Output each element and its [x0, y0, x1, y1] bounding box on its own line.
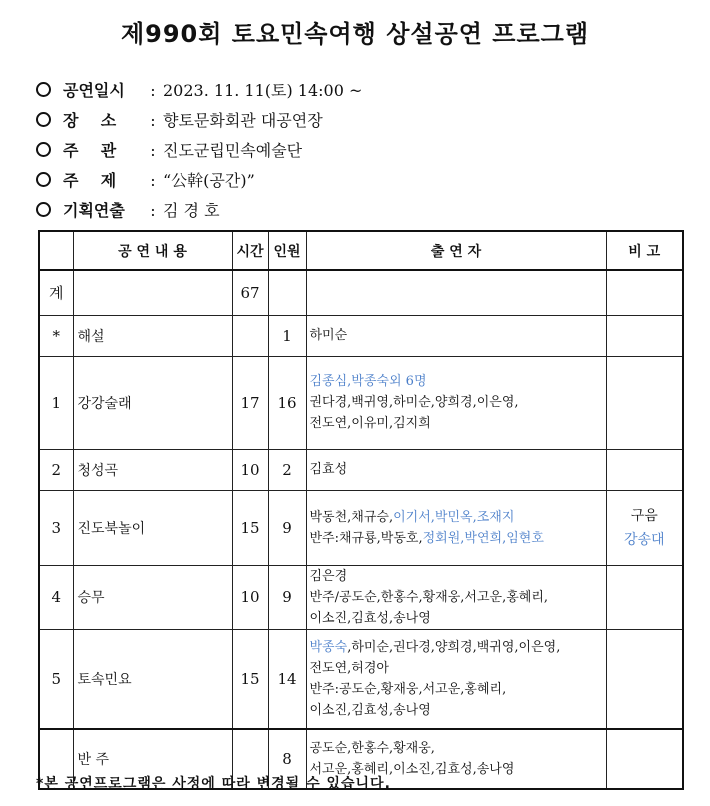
performer-line — [310, 507, 606, 528]
performers-cell — [306, 565, 606, 629]
duration: 17 — [232, 356, 268, 449]
info-label: 주 제 — [63, 171, 117, 190]
info-value: 김 경 호 — [163, 201, 220, 220]
info-label: 주 관 — [63, 141, 117, 160]
performer-names: 권다경,백귀영,하미순,양희경,이은영, — [309, 395, 519, 410]
info-label: 장 소 — [63, 111, 117, 130]
info-director — [36, 196, 362, 226]
page-title: 제990회 토요민속여행 상설공연 프로그램 — [120, 20, 590, 48]
info-organizer — [36, 136, 362, 166]
event-info — [36, 76, 362, 226]
performer-line — [310, 658, 606, 679]
circle-bullet-icon — [36, 112, 51, 127]
duration: 10 — [232, 449, 268, 490]
header-note: 비 고 — [606, 231, 683, 270]
note-line: 구음 — [630, 507, 658, 524]
note-line: 강송대 — [623, 531, 665, 548]
info-value: 2023. 11. 11(토) 14:00 ~ — [163, 81, 363, 100]
performer-count: 16 — [268, 356, 306, 449]
table-body — [39, 270, 683, 789]
colon: : — [150, 141, 156, 160]
table-row — [39, 315, 683, 356]
performer-names: 김종심,박종숙외 6명 — [309, 374, 427, 389]
colon: : — [150, 111, 156, 130]
performer-line — [310, 413, 606, 434]
performers-cell — [306, 490, 606, 565]
program-name: 승무 — [73, 565, 232, 629]
performer-count: 9 — [268, 490, 306, 565]
performer-count: 1 — [268, 315, 306, 356]
program-name: 해설 — [73, 315, 232, 356]
row-number: 3 — [39, 490, 73, 565]
info-label: 공연일시 — [63, 81, 125, 100]
duration: 15 — [232, 490, 268, 565]
performers-cell — [306, 629, 606, 729]
performer-names: 정회원,박연희,임현호 — [422, 530, 544, 546]
program-name: 청성곡 — [73, 449, 232, 490]
performer-count: 8 — [268, 729, 306, 789]
performer-names: 박동천,채규승, — [309, 509, 394, 525]
performer-count: 14 — [268, 629, 306, 729]
note-cell — [606, 270, 683, 315]
performer-names: ,하미순,권다경,양희경,백귀영,이은영, — [347, 639, 561, 655]
performer-line — [310, 566, 606, 587]
note-cell — [606, 449, 683, 490]
duration: 15 — [232, 629, 268, 729]
performer-names: 이소진,김효성,송나영 — [309, 610, 431, 626]
program-name: 진도북놀이 — [73, 490, 232, 565]
header-program: 공 연 내 용 — [73, 231, 232, 270]
program-name: 반 주 — [73, 729, 232, 789]
note-cell — [606, 490, 683, 565]
table-row — [39, 629, 683, 729]
performer-count: 2 — [268, 449, 306, 490]
performer-names: 김은경 — [309, 568, 348, 584]
info-venue — [36, 106, 362, 136]
performer-line — [310, 325, 606, 346]
info-value: 진도군립민속예술단 — [163, 141, 303, 160]
header-performers: 출 연 자 — [306, 231, 606, 270]
performer-line — [310, 738, 606, 759]
header-count: 인원 — [268, 231, 306, 270]
performers-cell — [306, 315, 606, 356]
table-row — [39, 490, 683, 565]
performer-line — [310, 371, 606, 392]
performer-count — [268, 270, 306, 315]
circle-bullet-icon — [36, 82, 51, 97]
colon: : — [150, 201, 156, 220]
performer-names: 이소진,김효성,송나영 — [309, 702, 431, 718]
row-number: * — [39, 315, 73, 356]
performer-names: 반주:채규룡,박동호, — [309, 530, 423, 546]
row-number: 1 — [39, 356, 73, 449]
performer-names: 반주:공도순,황재웅,서고운,홍혜리, — [309, 681, 507, 697]
info-label: 기획연출 — [63, 201, 125, 220]
row-number: 계 — [39, 270, 73, 315]
program-table — [38, 230, 684, 790]
table-header-row — [39, 231, 683, 270]
colon: : — [150, 81, 156, 100]
performer-names: 전도연,이유미,김지희 — [309, 416, 431, 431]
circle-bullet-icon — [36, 172, 51, 187]
info-value: 향토문화회관 대공연장 — [163, 111, 323, 130]
table-row — [39, 565, 683, 629]
performer-names: 반주/공도순,한홍수,황재웅,서고운,홍혜리, — [309, 589, 549, 605]
info-theme — [36, 166, 362, 196]
performer-line — [310, 528, 606, 549]
colon: : — [150, 171, 156, 190]
performers-cell — [306, 270, 606, 315]
performer-names: 공도순,한홍수,황재웅, — [309, 741, 435, 756]
program-name — [73, 270, 232, 315]
performer-line — [310, 679, 606, 700]
table-row — [39, 356, 683, 449]
performer-names: 김효성 — [309, 462, 348, 477]
note-cell — [606, 565, 683, 629]
performer-line — [310, 700, 606, 721]
duration — [232, 315, 268, 356]
circle-bullet-icon — [36, 142, 51, 157]
performer-names: 서고운,홍혜리,이소진,김효성,송나영 — [309, 762, 515, 777]
performer-names: 전도연,허경아 — [309, 660, 389, 676]
table-row — [39, 270, 683, 315]
performer-line — [310, 459, 606, 480]
header-time: 시간 — [232, 231, 268, 270]
performer-names: 이기서,박민옥,조재지 — [393, 509, 515, 525]
performers-cell — [306, 449, 606, 490]
note-cell — [606, 356, 683, 449]
performer-line — [310, 587, 606, 608]
performer-line — [310, 392, 606, 413]
duration: 10 — [232, 565, 268, 629]
table-row — [39, 449, 683, 490]
info-value: “公幹(공간)” — [163, 171, 255, 190]
note-cell — [606, 729, 683, 789]
header-no — [39, 231, 73, 270]
performer-count: 9 — [268, 565, 306, 629]
row-number: 5 — [39, 629, 73, 729]
note-cell — [606, 315, 683, 356]
info-date — [36, 76, 362, 106]
circle-bullet-icon — [36, 202, 51, 217]
row-number: 4 — [39, 565, 73, 629]
performer-line — [310, 608, 606, 629]
performer-line — [310, 637, 606, 658]
program-name: 토속민요 — [73, 629, 232, 729]
performer-names: 하미순 — [309, 328, 348, 343]
performers-cell — [306, 356, 606, 449]
duration: 67 — [232, 270, 268, 315]
row-number: 2 — [39, 449, 73, 490]
program-name: 강강술래 — [73, 356, 232, 449]
footnote: *본 공연프로그램은 사정에 따라 변경될 수 있습니다. — [36, 776, 391, 792]
performer-names: 박종숙 — [309, 639, 348, 655]
note-cell — [606, 629, 683, 729]
